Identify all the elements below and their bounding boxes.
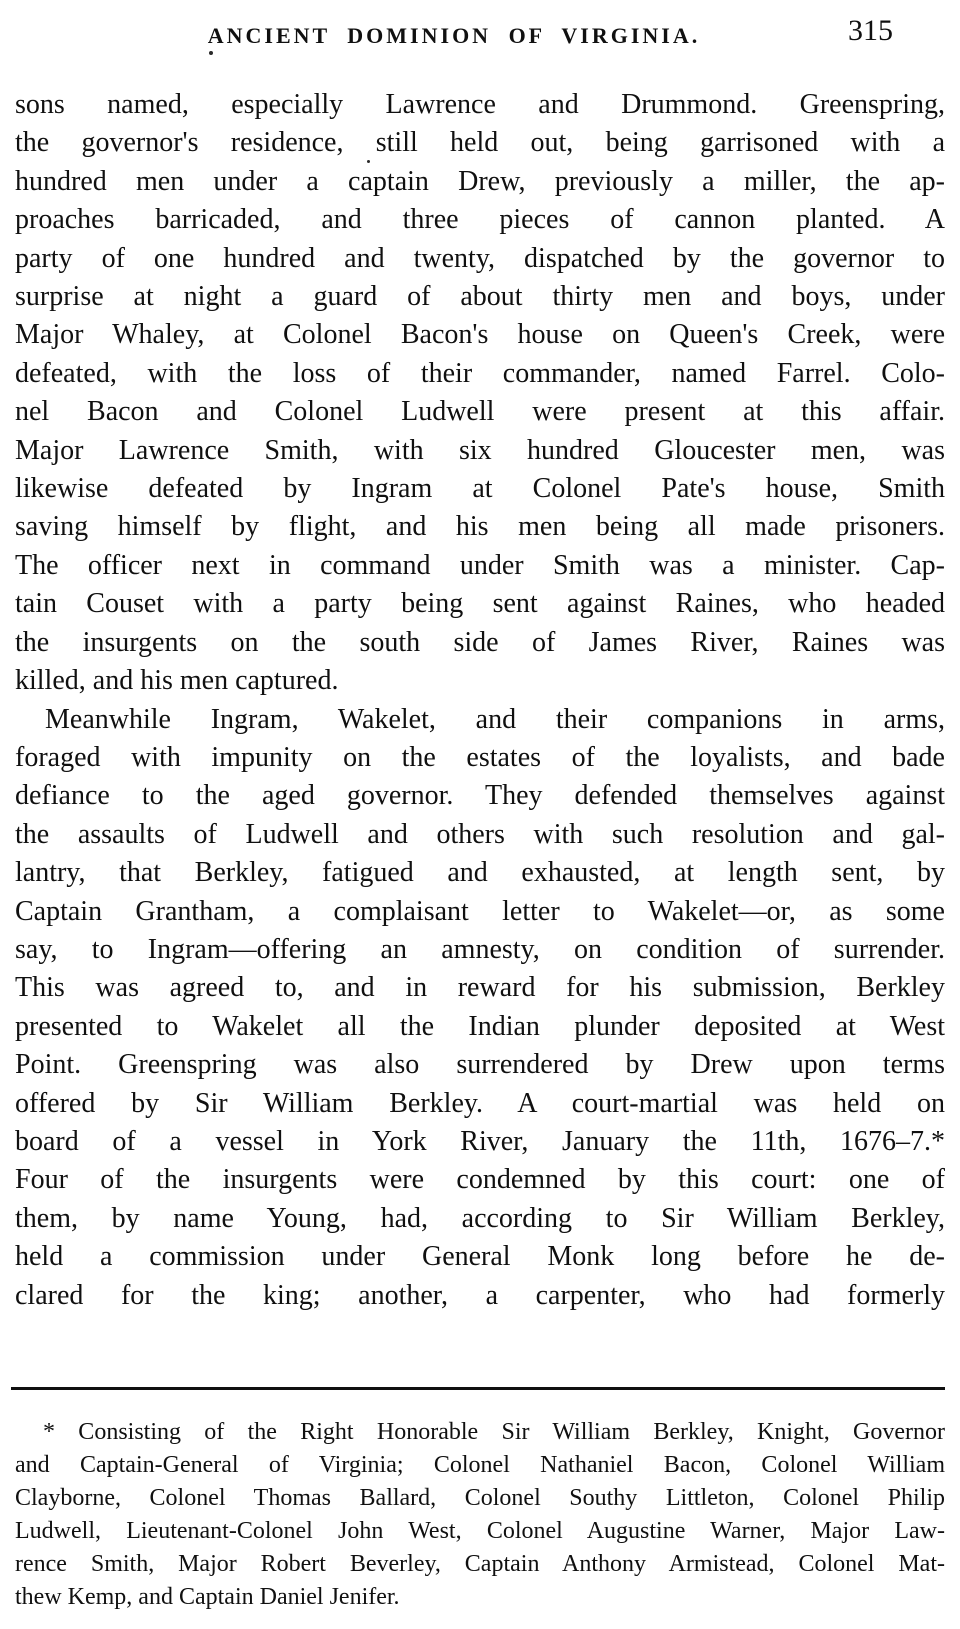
text-line: thew Kemp, and Captain Daniel Jenifer. bbox=[15, 1584, 400, 1610]
footnote bbox=[15, 1416, 945, 1614]
text-line: sons named, especially Lawrence and Drummond. Greenspring, bbox=[15, 89, 945, 120]
text-line: surprise at night a guard of about thirty men and boys, under bbox=[15, 281, 945, 313]
text-line: and Captain-General of Virginia; Colonel Nathaniel Bacon, Colonel William bbox=[15, 1452, 945, 1478]
text-line: Captain Grantham, a complaisant letter to Wakelet—or, as some bbox=[15, 895, 945, 927]
text-line: held a commission under General Monk long before he de- bbox=[15, 1241, 945, 1273]
text-line: defeated, with the loss of their commander, named Farrel. Colo- bbox=[15, 357, 945, 389]
text-line: hundred men under a captain Drew, previously a miller, the ap- bbox=[15, 165, 945, 197]
text-line: The officer next in command under Smith was a minister. Cap- bbox=[15, 549, 945, 581]
text-line: the insurgents on the south side of James River, Raines was bbox=[15, 626, 945, 658]
text-line: them, by name Young, had, according to Sir William Berkley, bbox=[15, 1202, 945, 1234]
text-line: Major Whaley, at Colonel Bacon's house on Queen's Creek, were bbox=[15, 319, 945, 351]
text-line: defiance to the aged governor. They defended themselves against bbox=[15, 780, 945, 812]
text-line: tain Couset with a party being sent against Raines, who headed bbox=[15, 588, 945, 620]
text-line: This was agreed to, and in reward for his submission, Berkley bbox=[15, 972, 945, 1004]
body-text bbox=[15, 86, 945, 1315]
text-line: Four of the insurgents were condemned by this court: one of bbox=[15, 1164, 945, 1196]
text-line: clared for the king; another, a carpenter, who had formerly bbox=[15, 1279, 945, 1311]
text-line: Clayborne, Colonel Thomas Ballard, Colonel Southy Littleton, Colonel Philip bbox=[15, 1485, 945, 1511]
text-line: say, to Ingram—offering an amnesty, on condition of surrender. bbox=[15, 933, 945, 965]
text-line: Meanwhile Ingram, Wakelet, and their companions in arms, bbox=[45, 703, 945, 735]
text-line: proaches barricaded, and three pieces of cannon planted. A bbox=[15, 204, 945, 236]
page-number: 315 bbox=[848, 14, 893, 47]
text-line: killed, and his men captured. bbox=[15, 665, 339, 697]
page-header bbox=[0, 0, 960, 52]
text-line: the assaults of Ludwell and others with such resolution and gal- bbox=[15, 818, 945, 850]
footnote-divider bbox=[11, 1387, 945, 1390]
text-line: board of a vessel in York River, January the 11th, 1676–7.* bbox=[15, 1125, 945, 1157]
text-line: * Consisting of the Right Honorable Sir William Berkley, Knight, Governor bbox=[43, 1419, 945, 1445]
text-line: the governor's residence, still held out, being garrisoned with a bbox=[15, 127, 945, 159]
text-line: presented to Wakelet all the Indian plunder deposited at West bbox=[15, 1010, 945, 1042]
text-line: rence Smith, Major Robert Beverley, Captain Anthony Armistead, Colonel Mat- bbox=[15, 1551, 945, 1577]
text-line: foraged with impunity on the estates of the loyalists, and bade bbox=[15, 741, 945, 773]
text-line: nel Bacon and Colonel Ludwell were present at this affair. bbox=[15, 396, 945, 428]
text-line: Major Lawrence Smith, with six hundred Gloucester men, was bbox=[15, 434, 945, 466]
text-line: Ludwell, Lieutenant-Colonel John West, Colonel Augustine Warner, Major Law- bbox=[15, 1518, 945, 1544]
text-line: offered by Sir William Berkley. A court-martial was held on bbox=[15, 1087, 945, 1119]
text-line: Point. Greenspring was also surrendered by Drew upon terms bbox=[15, 1049, 945, 1081]
text-line: party of one hundred and twenty, dispatched by the governor to bbox=[15, 242, 945, 274]
text-line: saving himself by flight, and his men being all made prisoners. bbox=[15, 511, 945, 543]
text-line: likewise defeated by Ingram at Colonel Pate's house, Smith bbox=[15, 473, 945, 505]
scan-speck bbox=[367, 160, 370, 163]
running-title: ANCIENT DOMINION OF VIRGINIA. bbox=[207, 23, 701, 48]
text-line: lantry, that Berkley, fatigued and exhausted, at length sent, by bbox=[15, 857, 945, 889]
